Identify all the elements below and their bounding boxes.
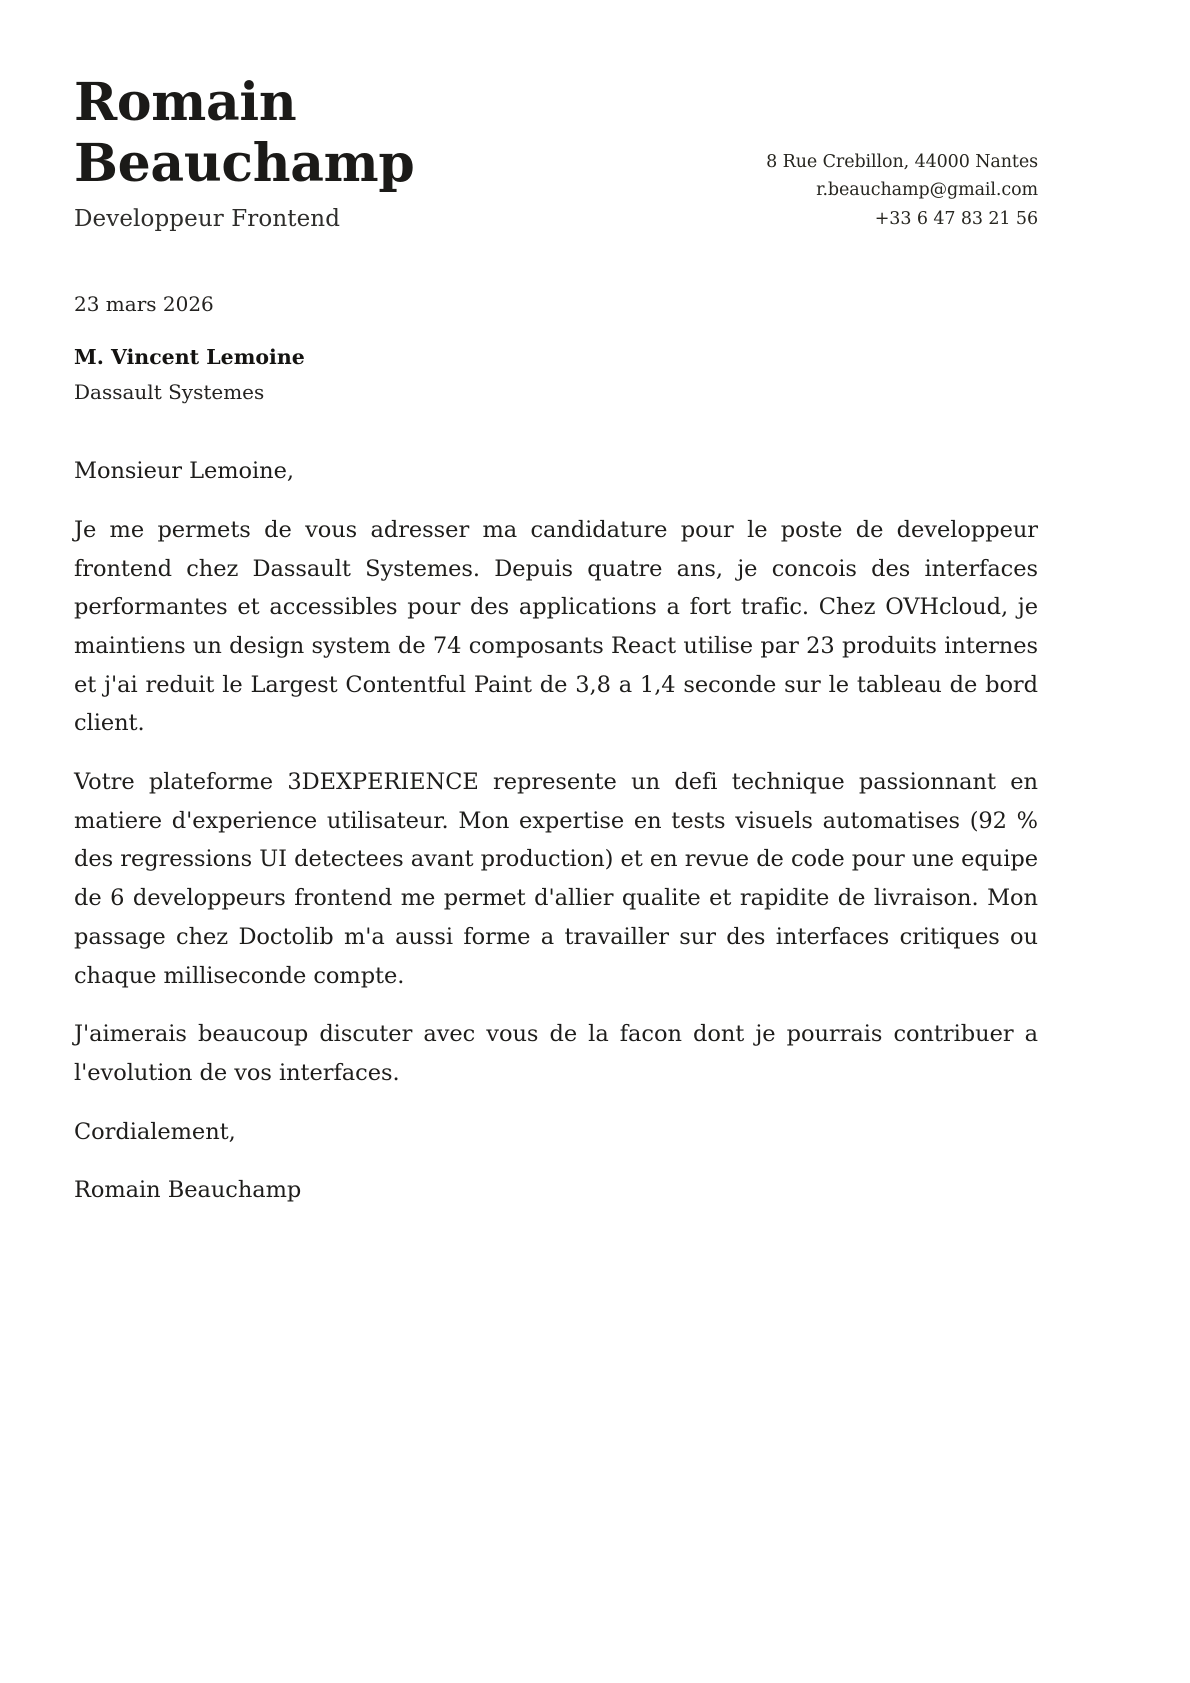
sender-address: 8 Rue Crebillon, 44000 Nantes [766, 152, 1038, 172]
letter-paragraph-3: J'aimerais beaucoup discuter avec vous de la facon dont je pourrais contribuer a l'evolution de vos interfaces. [74, 1021, 1038, 1086]
letter-paragraph-2: Votre plateforme 3DEXPERIENCE represente un defi technique passionnant en matiere d'experience utilisateur. Mon expertise en tests visuels automatises (92 % des regressions UI detectees avant production) et en revue de code pour une equipe de 6 developpeurs frontend me permet d'allier qualite et rapidite de livraison. Mon passage chez Doctolib m'a aussi forme a travailler sur des interfaces critiques ou chaque milliseconde compte. [74, 769, 1038, 989]
letter-paragraph-1: Je me permets de vous adresser ma candidature pour le poste de developpeur frontend chez Dassault Systemes. Depuis quatre ans, je concois des interfaces performantes et accessibles pour des applications a fort trafic. Chez OVHcloud, je maintiens un design system de 74 composants React utilise par 23 produits internes et j'ai reduit le Largest Contentful Paint de 3,8 a 1,4 seconde sur le tableau de bord client. [74, 516, 1038, 737]
recipient-name: M. Vincent Lemoine [74, 344, 305, 369]
letter-signature: Romain Beauchamp [74, 1177, 302, 1204]
sender-job-title: Developpeur Frontend [74, 205, 341, 232]
letter-header [74, 72, 1038, 235]
recipient-company: Dassault Systemes [74, 380, 265, 405]
letter-salutation: Monsieur Lemoine, [74, 458, 294, 485]
sender-phone[interactable]: +33 6 47 83 21 56 [874, 208, 1038, 229]
sender-identity [74, 72, 414, 235]
letter-body [74, 452, 1038, 1210]
sender-contact-block [766, 72, 1038, 233]
letter-closing: Cordialement, [74, 1118, 236, 1145]
sender-name: Romain Beauchamp [74, 72, 415, 195]
letter-meta [74, 291, 1038, 407]
sender-email[interactable]: r.beauchamp@gmail.com [816, 180, 1038, 201]
letter-date: 23 mars 2026 [74, 291, 214, 316]
